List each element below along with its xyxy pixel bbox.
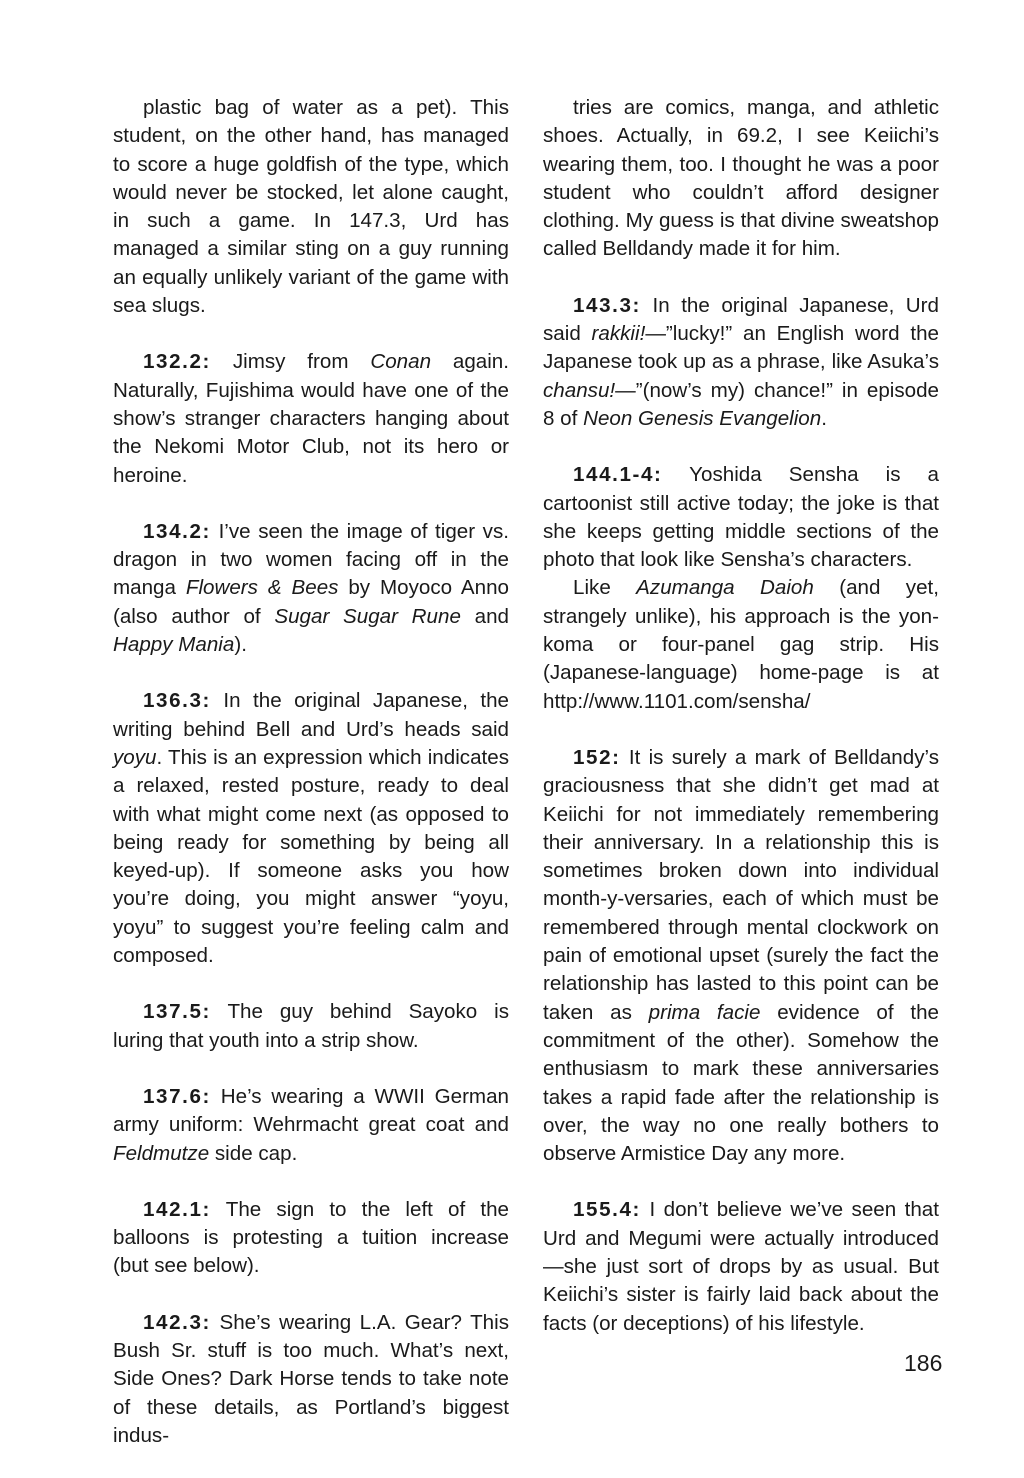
paragraph	[113, 518, 509, 659]
italic-title: yoyu	[113, 745, 157, 769]
left-column	[113, 94, 509, 1478]
page-reference: 152:	[573, 745, 621, 769]
text-run: plastic bag of water as a pet). This student, on the other hand, has managed to score a huge goldfish of the type, which would never be stocked, let alone caught, in such a game. In 147.3, Urd has managed a similar sting on a guy running an equally unlikely variant of the game with sea slugs.	[113, 96, 509, 318]
annotation-note	[113, 1309, 509, 1450]
paragraph	[113, 1309, 509, 1450]
annotation-note	[113, 1083, 509, 1168]
annotation-note	[113, 687, 509, 970]
text-run: and	[460, 604, 509, 628]
text-run: Jimsy from	[211, 350, 371, 374]
paragraph	[113, 94, 509, 320]
italic-title: Azumanga Daioh	[636, 576, 814, 600]
text-run: It is surely a mark of Belldandy’s graciousness that she didn’t get mad at Keiichi for not immediately remembering their anniversary. In a relationship this is sometimes broken down into individual month-y-versaries, each of which must be remembered through mental clockwork on pain of emotional upset (surely the fact the relationship has lasted to this point can be taken as	[543, 745, 939, 1024]
annotation-note	[113, 1196, 509, 1281]
text-run: again. Naturally, Fujishima would have one of the show’s stranger characters hanging about the Nekomi Motor Club, not its hero or heroine.	[113, 350, 509, 487]
annotation-note	[543, 744, 939, 1168]
page-reference: 132.2:	[143, 350, 211, 374]
page-reference: 136.3:	[143, 689, 211, 713]
text-run: He’s wearing a WWII German army uniform: Wehrmacht great coat and	[113, 1084, 509, 1137]
page-reference: 144.1-4:	[573, 463, 663, 487]
page-number: 186	[904, 1350, 943, 1376]
text-run: side cap.	[209, 1141, 298, 1165]
annotation-note	[113, 998, 509, 1055]
page-reference: 142.1:	[143, 1197, 211, 1221]
right-column	[543, 94, 939, 1366]
paragraph	[543, 292, 939, 433]
text-run: . This is an expression which indicates a relaxed, rested posture, ready to deal with what might come next (as opposed to being ready for something by being all keyed-up). If someone asks you how you’re doing, you might answer “yoyu, yoyu” to suggest you’re feeling calm and composed.	[113, 745, 509, 968]
text-run: I’ve seen the image of tiger vs. dragon in two women facing off in the manga	[113, 519, 509, 600]
page-reference: 137.6:	[143, 1084, 211, 1108]
text-run: The sign to the left of the balloons is protesting a tuition increase (but see below).	[113, 1197, 509, 1278]
page-reference: 137.5:	[143, 1000, 211, 1024]
italic-title: prima facie	[648, 1000, 761, 1024]
paragraph	[113, 1196, 509, 1281]
text-run: In the original Japanese, Urd said	[543, 293, 939, 346]
italic-title: Flowers & Bees	[185, 576, 339, 600]
text-run: by Moyoco Anno (also author of	[113, 576, 509, 628]
italic-title: chansu!	[543, 378, 616, 402]
text-run: .	[821, 406, 827, 430]
italic-title: Neon Genesis Evangelion	[583, 406, 822, 430]
paragraph	[543, 94, 939, 264]
paragraph	[543, 744, 939, 1168]
text-run: evidence of the commitment of the other). Somehow the enthusiasm to mark these anniversaries takes a rapid fade after the relationship is over, the way no one really bothers to observe Armistice Day any more.	[543, 1000, 940, 1166]
annotation-note	[543, 292, 939, 433]
page-reference: 143.3:	[573, 293, 641, 317]
italic-title: Sugar Sugar Rune	[274, 604, 461, 628]
paragraph	[543, 461, 939, 574]
paragraph	[543, 574, 939, 715]
page-reference: 142.3:	[143, 1310, 211, 1334]
text-run: I don’t believe we’ve seen that Urd and Megumi were actually introduced—she just sort of drops by as usual. But Keiichi’s sister is fairly laid back about the facts (or deceptions) of his lifestyle.	[543, 1198, 939, 1335]
text-run: Like	[573, 576, 637, 600]
italic-title: Happy Mania	[113, 633, 235, 657]
paragraph	[113, 348, 509, 489]
paragraph	[113, 998, 509, 1055]
paragraph	[543, 1196, 939, 1337]
text-run: —”lucky!” an English word the Japanese took up as a phrase, like Asuka’s	[543, 322, 939, 374]
text-run: (and yet, strangely unlike), his approach is the yon-koma or four-panel gag strip. His (Japanese-language) home-page is at http://www.1101.com/sensha/	[543, 576, 940, 713]
continued-paragraph	[113, 94, 509, 320]
text-run: ).	[234, 633, 247, 657]
text-run: In the original Japanese, the writing behind Bell and Urd’s heads said	[113, 689, 509, 741]
annotation-note	[543, 1196, 939, 1337]
italic-title: rakkii!	[591, 322, 646, 346]
text-run: The guy behind Sayoko is luring that youth into a strip show.	[113, 1000, 509, 1052]
text-run: —”(now’s my) chance!” in episode 8 of	[543, 378, 939, 430]
annotation-note	[113, 348, 509, 489]
annotation-note	[113, 518, 509, 659]
continued-paragraph	[543, 94, 939, 264]
paragraph	[113, 1083, 509, 1168]
paragraph	[113, 687, 509, 970]
italic-title: Feldmutze	[113, 1141, 210, 1165]
text-run: tries are comics, manga, and athletic shoes. Actually, in 69.2, I see Keiichi’s wearing them, too. I thought he was a poor student who couldn’t afford designer clothing. My guess is that divine sweatshop called Belldandy made it for him.	[543, 96, 939, 261]
page-reference: 155.4:	[573, 1198, 641, 1222]
italic-title: Conan	[370, 350, 432, 374]
page-reference: 134.2:	[143, 519, 211, 543]
text-run: She’s wearing L.A. Gear? This Bush Sr. stuff is too much. What’s next, Side Ones? Dark Horse tends to take note of these details, as Portland’s biggest indus-	[113, 1310, 509, 1447]
text-run: Yoshida Sensha is a cartoonist still active today; the joke is that she keeps getting middle sections of the photo that look like Sensha’s characters.	[543, 463, 939, 572]
annotation-note	[543, 461, 939, 716]
